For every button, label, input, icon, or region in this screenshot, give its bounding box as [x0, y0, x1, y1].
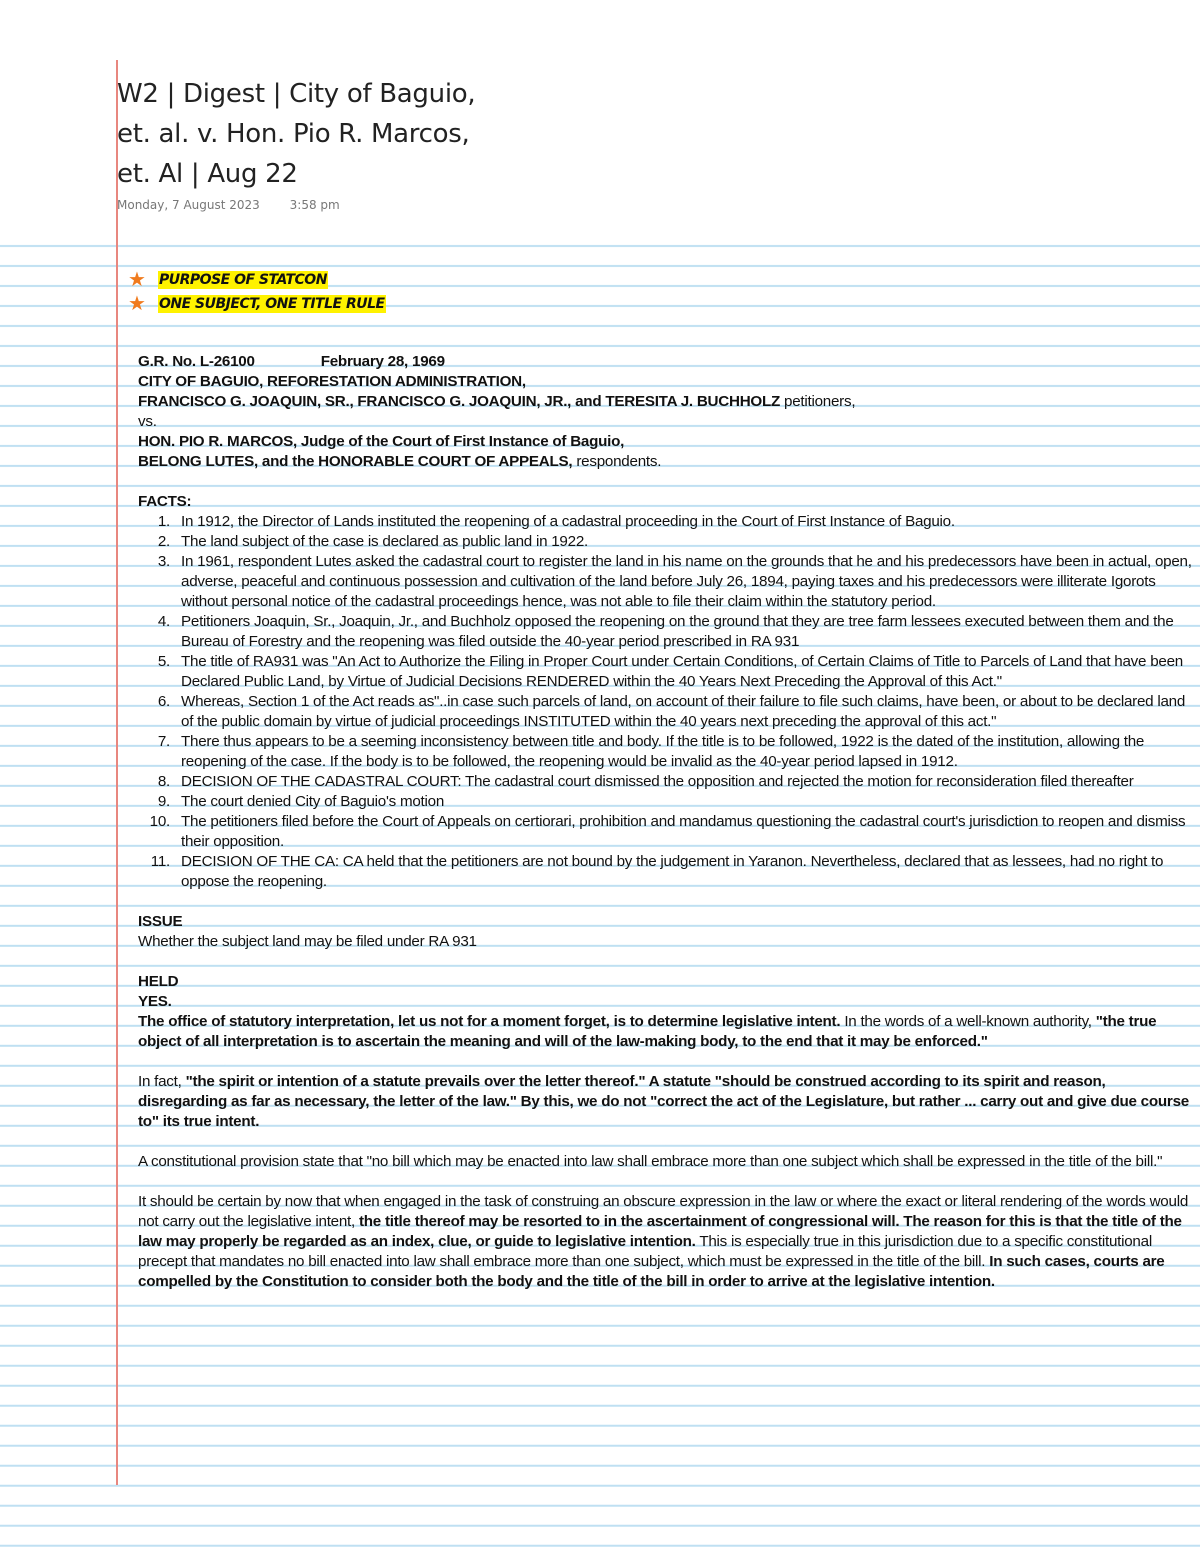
tag-label: ONE SUBJECT, ONE TITLE RULE — [159, 296, 385, 312]
respondents-line — [138, 452, 1193, 472]
issue-text: Whether the subject land may be filed under RA 931 — [138, 933, 477, 950]
list-item: 5. The title of RA931 was "An Act to Authorize the Filing in Proper Court under Certain Conditions, of Certain Claims of Title to Parcels of Land that have been Declared Public Land, by Virtue of Judicial Decisions RENDERED within the 40 Years Next Preceding the Approval of this Act." — [157, 653, 1183, 690]
title-line: et. Al | Aug 22 — [117, 159, 298, 189]
respondents-text: HON. PIO R. MARCOS, Judge of the Court of First Instance of Baguio, — [138, 433, 625, 450]
title-line: et. al. v. Hon. Pio R. Marcos, — [117, 119, 470, 149]
facts-list — [138, 512, 1193, 892]
list-item: 8. DECISION OF THE CADASTRAL COURT: The cadastral court dismissed the opposition and rejected the motion for reconsideration filed thereafter — [157, 773, 1134, 790]
margin-line — [116, 60, 118, 1485]
facts-heading: FACTS: — [138, 493, 192, 510]
petitioners-text: CITY OF BAGUIO, REFORESTATION ADMINISTRATION, — [138, 373, 526, 390]
tag-item[interactable] — [128, 268, 386, 292]
list-item: 1. In 1912, the Director of Lands instituted the reopening of a cadastral proceeding in the Court of First Instance of Baguio. — [157, 513, 955, 530]
petitioners-line — [138, 392, 1193, 412]
respondents-text: BELONG LUTES, and the HONORABLE COURT OF APPEALS, — [138, 453, 573, 470]
tag-list — [128, 268, 386, 316]
tag-item[interactable] — [128, 292, 386, 316]
page-date: Monday, 7 August 2023 — [117, 198, 260, 212]
case-number-line — [138, 352, 1193, 372]
respondents-label: respondents. — [572, 453, 662, 470]
held-paragraph: A constitutional provision state that "no bill which may be enacted into law shall embrace more than one subject which shall be expressed in the title of the bill." — [138, 1153, 1163, 1170]
star-icon: ★ — [128, 269, 146, 291]
petitioners-label: petitioners, — [780, 393, 856, 410]
tag-label: PURPOSE OF STATCON — [159, 272, 327, 288]
held-heading: HELD — [138, 973, 179, 990]
title-line: W2 | Digest | City of Baguio, — [117, 79, 476, 109]
held-answer: YES. — [138, 993, 172, 1010]
petitioners-text: FRANCISCO G. JOAQUIN, SR., FRANCISCO G. JOAQUIN, JR., and TERESITA J. BUCHHOLZ — [138, 393, 781, 410]
page-title[interactable] — [117, 74, 475, 194]
list-item: 10. The petitioners filed before the Court of Appeals on certiorari, prohibition and mandamus questioning the cadastral court's jurisdiction to reopen and dismiss their opposition. — [149, 813, 1186, 850]
star-icon: ★ — [128, 293, 146, 315]
list-item: 11. DECISION OF THE CA: CA held that the petitioners are not bound by the judgement in Yaranon. Nevertheless, declared that as lessees, had no right to oppose the reopening. — [150, 853, 1164, 890]
petitioners-line — [138, 372, 1193, 392]
list-item: 3. In 1961, respondent Lutes asked the cadastral court to register the land in his name on the grounds that he and his predecessors have been in actual, open, adverse, peaceful and continuous possession and cultivation of the land before July 26, 1894, paying taxes and his predecessors were illiterate Igorots without personal notice of the cadastral proceedings hence, was not able to file their claim within the statutory period. — [157, 553, 1192, 610]
list-item: 4. Petitioners Joaquin, Sr., Joaquin, Jr., and Buchholz opposed the reopening on the ground that they are tree farm lessees executed between them and the Bureau of Forestry and the reopening was filed outside the 40-year period prescribed in RA 931 — [157, 613, 1174, 650]
held-paragraph: In fact, "the spirit or intention of a statute prevails over the letter thereof." A statute "should be construed according to its spirit and reason, disregarding as far as necessary, the letter of the law." By this, we do not "correct the act of the Legislature, but rather ... carry out and give due course to" its true intent. — [138, 1073, 1189, 1130]
respondents-line — [138, 432, 1193, 452]
gr-number: G.R. No. L-26100 — [138, 353, 255, 370]
list-item: 9. The court denied City of Baguio's motion — [157, 793, 445, 810]
held-paragraph: It should be certain by now that when engaged in the task of construing an obscure expression in the law or where the exact or literal rendering of the words would not carry out the legislative intent, the title thereof may be resorted to in the ascertainment of congressional will. The reason for this is that the title of the law may properly be regarded as an index, clue, or guide to legislative intention. This is especially true in this jurisdiction due to a specific constitutional precept that mandates no bill enacted into law shall embrace more than one subject, which must be expressed in the title of the bill. In such cases, courts are compelled by the Constitution to consider both the body and the title of the bill in order to arrive at the legislative intention. — [138, 1193, 1189, 1290]
page-time: 3:58 pm — [289, 198, 340, 212]
list-item: 7. There thus appears to be a seeming inconsistency between title and body. If the title is to be followed, 1922 is the dated of the institution, allowing the reopening of the case. If the body is to be followed, the reopening would be invalid as the 40-year period lapsed in 1912. — [157, 733, 1145, 770]
issue-heading: ISSUE — [138, 913, 183, 930]
note-body[interactable] — [138, 352, 1193, 1292]
versus: vs. — [138, 413, 157, 430]
page-meta — [117, 198, 340, 212]
case-date: February 28, 1969 — [320, 353, 445, 370]
list-item: 6. Whereas, Section 1 of the Act reads as"..in case such parcels of land, on account of their failure to file such claims, have been, or about to be declared land of the public domain by virtue of judicial proceedings INSTITUTED within the 40 years next preceding the approval of this act." — [157, 693, 1186, 730]
held-paragraph: The office of statutory interpretation, let us not for a moment forget, is to determine legislative intent. In the words of a well-known authority, "the true object of all interpretation is to ascertain the meaning and will of the law-making body, to the end that it may be enforced." — [138, 1013, 1157, 1050]
list-item: 2. The land subject of the case is declared as public land in 1922. — [157, 533, 588, 550]
